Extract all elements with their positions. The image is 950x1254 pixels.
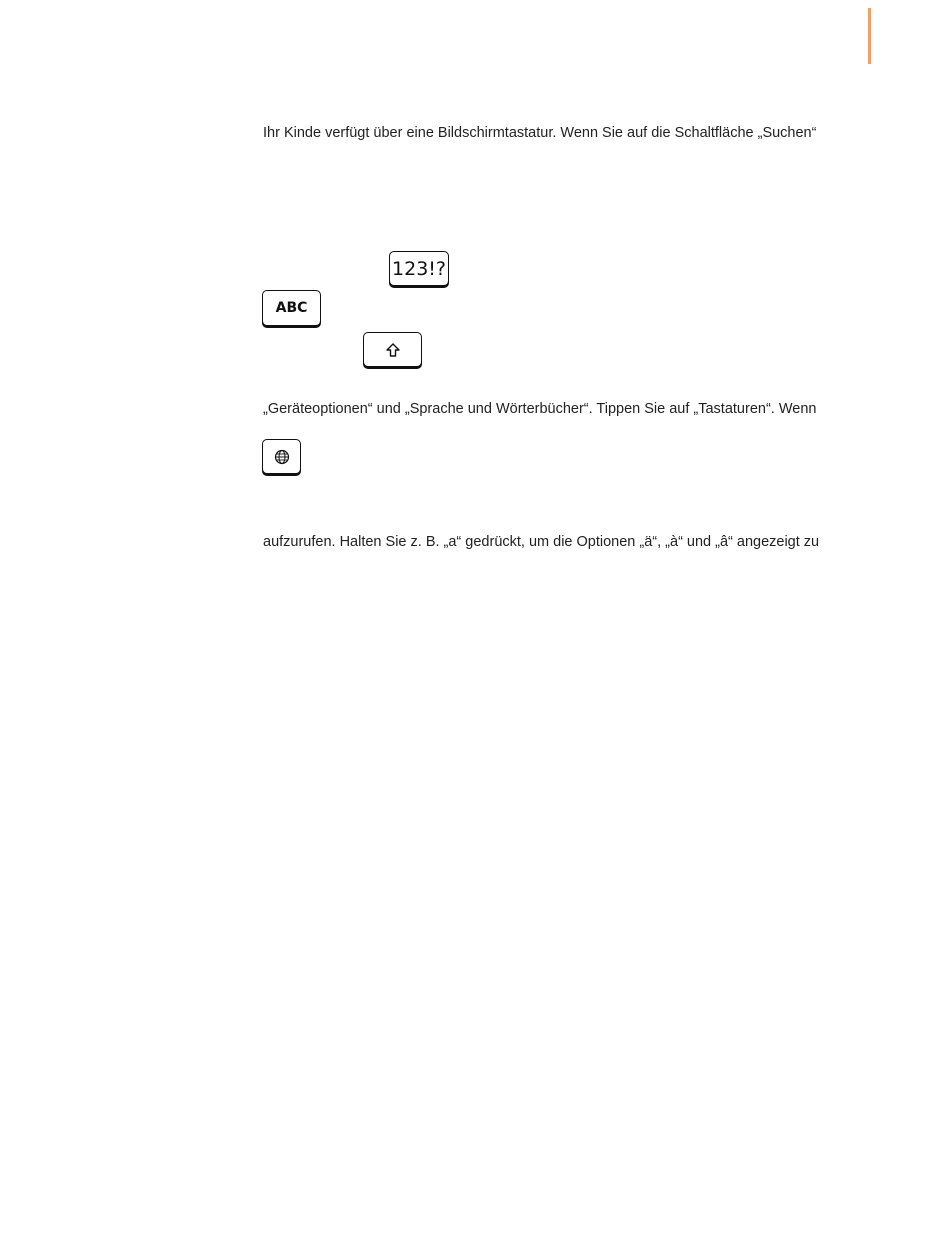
shift-arrow-icon: [385, 342, 401, 358]
paragraph-device-options: „Geräteoptionen“ und „Sprache und Wörterbücher“. Tippen Sie auf „Tastaturen“. Wenn: [263, 401, 817, 417]
globe-icon: [274, 449, 290, 465]
numbers-symbols-key: [389, 251, 449, 286]
numbers-symbols-key-label: 123!?: [392, 257, 446, 280]
paragraph-keyboard-intro: Ihr Kinde verfügt über eine Bildschirmtastatur. Wenn Sie auf die Schaltfläche „Suchen“: [263, 125, 817, 141]
page-accent-bar: [868, 8, 871, 64]
shift-key: [363, 332, 422, 367]
abc-key: [262, 290, 321, 326]
paragraph-accent-characters: aufzurufen. Halten Sie z. B. „a“ gedrückt, um die Optionen „ä“, „à“ und „â“ angezeigt zu: [263, 534, 820, 550]
language-globe-key: [262, 439, 301, 474]
abc-key-label: ABC: [275, 300, 308, 316]
